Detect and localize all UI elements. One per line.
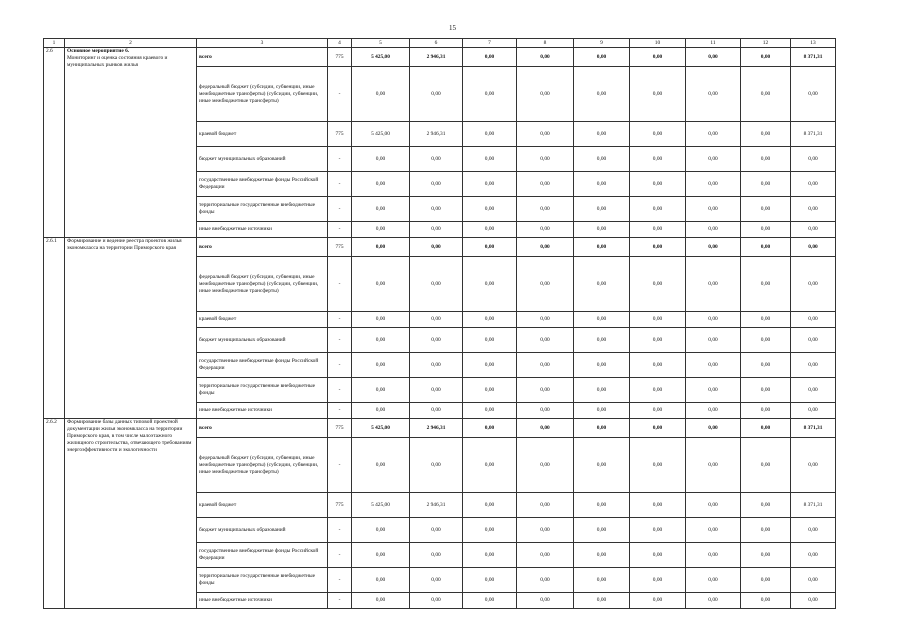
amount-cell: 0,00	[630, 518, 686, 543]
item-code: 2.6	[44, 48, 65, 238]
amount-cell: 0,00	[517, 122, 574, 147]
amount-cell: 0,00	[791, 147, 836, 172]
amount-cell: 0,00	[410, 378, 463, 403]
column-header: 3	[197, 39, 328, 48]
funding-source: территориальные государственные внебюджетные фонды	[197, 197, 328, 222]
amount-cell: 0,00	[630, 353, 686, 378]
funding-source: бюджет муниципальных образований	[197, 147, 328, 172]
amount-cell: 0,00	[517, 312, 574, 328]
amount-cell: 0,00	[352, 438, 410, 493]
amount-cell: 0,00	[630, 493, 686, 518]
amount-cell: 0,00	[630, 328, 686, 353]
item-code: 2.6.1	[44, 238, 65, 419]
amount-cell: 0,00	[686, 147, 741, 172]
amount-cell: 0,00	[791, 403, 836, 419]
funding-source: бюджет муниципальных образований	[197, 328, 328, 353]
amount-cell: 0,00	[517, 568, 574, 593]
amount-cell: 0,00	[463, 147, 517, 172]
amount-cell: 0,00	[574, 222, 630, 238]
funding-source: краевой бюджет	[197, 122, 328, 147]
grbs-code-cell: 775	[328, 238, 352, 257]
funding-source: иные внебюджетные источники	[197, 403, 328, 419]
grbs-code-cell: 775	[328, 493, 352, 518]
amount-cell: 0,00	[517, 48, 574, 67]
amount-cell: 0,00	[741, 518, 791, 543]
amount-cell: 0,00	[463, 67, 517, 122]
column-header: 6	[410, 39, 463, 48]
amount-cell: 0,00	[574, 328, 630, 353]
amount-cell: 0,00	[791, 257, 836, 312]
amount-cell: 0,00	[463, 438, 517, 493]
grbs-code-cell: -	[328, 353, 352, 378]
funding-source: федеральный бюджет (субсидии, субвенции, иные межбюджетные трансферты) (субсидии, субвенции, иные межбюджетные трансферты)	[197, 257, 328, 312]
amount-cell: 8 371,31	[791, 419, 836, 438]
funding-source: иные внебюджетные источники	[197, 222, 328, 238]
amount-cell: 0,00	[630, 378, 686, 403]
amount-cell: 0,00	[517, 518, 574, 543]
amount-cell: 0,00	[574, 312, 630, 328]
amount-cell: 0,00	[630, 568, 686, 593]
amount-cell: 0,00	[686, 353, 741, 378]
column-header: 8	[517, 39, 574, 48]
amount-cell: 0,00	[574, 568, 630, 593]
amount-cell: 0,00	[791, 378, 836, 403]
amount-cell: 0,00	[630, 197, 686, 222]
funding-source: всего	[197, 48, 328, 67]
amount-cell: 0,00	[686, 568, 741, 593]
amount-cell: 0,00	[791, 328, 836, 353]
amount-cell: 0,00	[574, 378, 630, 403]
amount-cell: 0,00	[686, 403, 741, 419]
amount-cell: 2 946,31	[410, 48, 463, 67]
amount-cell: 0,00	[517, 438, 574, 493]
amount-cell: 0,00	[741, 419, 791, 438]
amount-cell: 0,00	[574, 438, 630, 493]
grbs-code-cell: -	[328, 378, 352, 403]
amount-cell: 0,00	[686, 257, 741, 312]
amount-cell: 0,00	[741, 147, 791, 172]
amount-cell: 0,00	[517, 257, 574, 312]
item-description: Формирование и ведение реестра проектов жилья экономкласса на территории Приморского края	[67, 238, 182, 251]
amount-cell: 0,00	[791, 518, 836, 543]
amount-cell: 0,00	[574, 493, 630, 518]
item-description: Формирование базы данных типовой проектной документации жилья экономкласса на территории Приморского края, в том числе малоэтажного жилищного строительства, отвечающего требованиям энергоэффективности и экологичности	[67, 419, 192, 453]
amount-cell: 0,00	[630, 593, 686, 609]
amount-cell: 0,00	[574, 593, 630, 609]
grbs-code-cell: -	[328, 67, 352, 122]
column-header: 7	[463, 39, 517, 48]
amount-cell: 0,00	[410, 438, 463, 493]
amount-cell: 5 425,00	[352, 419, 410, 438]
amount-cell: 0,00	[630, 48, 686, 67]
amount-cell: 0,00	[463, 518, 517, 543]
amount-cell: 0,00	[517, 593, 574, 609]
amount-cell: 0,00	[517, 353, 574, 378]
column-header: 9	[574, 39, 630, 48]
funding-source: бюджет муниципальных образований	[197, 518, 328, 543]
amount-cell: 0,00	[463, 172, 517, 197]
amount-cell: 0,00	[686, 518, 741, 543]
column-header: 13	[791, 39, 836, 48]
amount-cell: 0,00	[741, 353, 791, 378]
amount-cell: 0,00	[463, 312, 517, 328]
amount-cell: 0,00	[352, 403, 410, 419]
amount-cell: 0,00	[517, 543, 574, 568]
amount-cell: 0,00	[791, 222, 836, 238]
amount-cell: 0,00	[410, 257, 463, 312]
amount-cell: 0,00	[517, 419, 574, 438]
amount-cell: 0,00	[517, 328, 574, 353]
amount-cell: 0,00	[352, 353, 410, 378]
amount-cell: 0,00	[352, 568, 410, 593]
funding-source: краевой бюджет	[197, 493, 328, 518]
amount-cell: 0,00	[741, 257, 791, 312]
amount-cell: 0,00	[741, 48, 791, 67]
amount-cell: 0,00	[410, 328, 463, 353]
amount-cell: 0,00	[791, 67, 836, 122]
item-description: Мониторинг и оценка состояния краевого и муниципальных рынков жилья	[67, 55, 168, 68]
amount-cell: 0,00	[686, 122, 741, 147]
amount-cell: 0,00	[463, 493, 517, 518]
amount-cell: 0,00	[630, 222, 686, 238]
amount-cell: 0,00	[463, 122, 517, 147]
amount-cell: 5 425,00	[352, 493, 410, 518]
amount-cell: 0,00	[352, 518, 410, 543]
amount-cell: 0,00	[630, 238, 686, 257]
table-row	[44, 238, 836, 257]
grbs-code-cell: -	[328, 518, 352, 543]
item-title: Основное мероприятие 6.	[67, 48, 130, 54]
item-name	[65, 48, 197, 238]
amount-cell: 0,00	[517, 403, 574, 419]
amount-cell: 0,00	[463, 543, 517, 568]
amount-cell: 0,00	[410, 172, 463, 197]
amount-cell: 2 946,31	[410, 419, 463, 438]
column-header: 10	[630, 39, 686, 48]
amount-cell: 0,00	[630, 438, 686, 493]
amount-cell: 0,00	[686, 419, 741, 438]
amount-cell: 0,00	[630, 67, 686, 122]
column-number-row	[44, 39, 836, 48]
amount-cell: 0,00	[630, 257, 686, 312]
amount-cell: 0,00	[630, 543, 686, 568]
column-header: 2	[65, 39, 197, 48]
amount-cell: 0,00	[630, 172, 686, 197]
amount-cell: 0,00	[791, 593, 836, 609]
amount-cell: 0,00	[463, 353, 517, 378]
amount-cell: 0,00	[517, 147, 574, 172]
amount-cell: 0,00	[352, 328, 410, 353]
amount-cell: 0,00	[463, 328, 517, 353]
column-header: 5	[352, 39, 410, 48]
grbs-code-cell: -	[328, 328, 352, 353]
table-row	[44, 48, 836, 67]
amount-cell: 0,00	[686, 222, 741, 238]
grbs-code-cell: -	[328, 593, 352, 609]
amount-cell: 0,00	[352, 257, 410, 312]
amount-cell: 0,00	[791, 197, 836, 222]
amount-cell: 0,00	[630, 419, 686, 438]
amount-cell: 0,00	[686, 67, 741, 122]
amount-cell: 0,00	[574, 419, 630, 438]
amount-cell: 0,00	[574, 197, 630, 222]
amount-cell: 0,00	[574, 238, 630, 257]
amount-cell: 0,00	[352, 197, 410, 222]
amount-cell: 0,00	[741, 403, 791, 419]
amount-cell: 0,00	[630, 403, 686, 419]
funding-source: всего	[197, 419, 328, 438]
amount-cell: 0,00	[741, 197, 791, 222]
amount-cell: 0,00	[791, 438, 836, 493]
amount-cell: 0,00	[352, 222, 410, 238]
grbs-code-cell: 775	[328, 48, 352, 67]
column-header: 11	[686, 39, 741, 48]
amount-cell: 0,00	[741, 493, 791, 518]
amount-cell: 0,00	[686, 312, 741, 328]
amount-cell: 0,00	[463, 378, 517, 403]
amount-cell: 0,00	[410, 312, 463, 328]
amount-cell: 2 946,31	[410, 493, 463, 518]
amount-cell: 0,00	[791, 543, 836, 568]
amount-cell: 0,00	[410, 353, 463, 378]
item-code: 2.6.2	[44, 419, 65, 609]
column-header: 4	[328, 39, 352, 48]
item-name	[65, 419, 197, 609]
amount-cell: 0,00	[352, 147, 410, 172]
amount-cell: 0,00	[352, 67, 410, 122]
amount-cell: 0,00	[410, 568, 463, 593]
amount-cell: 0,00	[791, 353, 836, 378]
amount-cell: 0,00	[686, 197, 741, 222]
amount-cell: 0,00	[686, 172, 741, 197]
amount-cell: 0,00	[741, 568, 791, 593]
amount-cell: 0,00	[574, 543, 630, 568]
amount-cell: 0,00	[410, 222, 463, 238]
grbs-code-cell: -	[328, 172, 352, 197]
amount-cell: 0,00	[463, 403, 517, 419]
amount-cell: 0,00	[686, 378, 741, 403]
amount-cell: 0,00	[410, 67, 463, 122]
funding-source: федеральный бюджет (субсидии, субвенции, иные межбюджетные трансферты) (субсидии, субвенции, иные межбюджетные трансферты)	[197, 67, 328, 122]
amount-cell: 0,00	[574, 48, 630, 67]
grbs-code-cell: -	[328, 197, 352, 222]
amount-cell: 0,00	[630, 147, 686, 172]
amount-cell: 0,00	[630, 122, 686, 147]
amount-cell: 0,00	[463, 568, 517, 593]
amount-cell: 0,00	[741, 222, 791, 238]
amount-cell: 0,00	[686, 238, 741, 257]
amount-cell: 0,00	[410, 518, 463, 543]
amount-cell: 0,00	[574, 518, 630, 543]
amount-cell: 0,00	[352, 238, 410, 257]
grbs-code-cell: -	[328, 222, 352, 238]
amount-cell: 0,00	[410, 403, 463, 419]
amount-cell: 0,00	[463, 419, 517, 438]
table-row	[44, 419, 836, 438]
page-number: 15	[449, 24, 456, 32]
grbs-code-cell: -	[328, 403, 352, 419]
amount-cell: 0,00	[517, 67, 574, 122]
amount-cell: 0,00	[741, 172, 791, 197]
grbs-code-cell: 775	[328, 122, 352, 147]
amount-cell: 0,00	[410, 197, 463, 222]
amount-cell: 0,00	[410, 147, 463, 172]
amount-cell: 5 425,00	[352, 122, 410, 147]
amount-cell: 0,00	[686, 48, 741, 67]
amount-cell: 0,00	[741, 593, 791, 609]
amount-cell: 0,00	[741, 378, 791, 403]
funding-source: государственные внебюджетные фонды Российской Федерации	[197, 172, 328, 197]
funding-source: иные внебюджетные источники	[197, 593, 328, 609]
amount-cell: 0,00	[352, 593, 410, 609]
amount-cell: 0,00	[410, 593, 463, 609]
funding-source: территориальные государственные внебюджетные фонды	[197, 568, 328, 593]
amount-cell: 0,00	[741, 438, 791, 493]
funding-source: государственные внебюджетные фонды Российской Федерации	[197, 543, 328, 568]
amount-cell: 0,00	[517, 378, 574, 403]
amount-cell: 0,00	[574, 147, 630, 172]
amount-cell: 8 371,31	[791, 493, 836, 518]
amount-cell: 0,00	[574, 67, 630, 122]
amount-cell: 0,00	[352, 378, 410, 403]
amount-cell: 8 371,31	[791, 48, 836, 67]
amount-cell: 0,00	[517, 493, 574, 518]
amount-cell: 0,00	[352, 172, 410, 197]
amount-cell: 0,00	[463, 222, 517, 238]
amount-cell: 5 425,00	[352, 48, 410, 67]
amount-cell: 0,00	[574, 353, 630, 378]
grbs-code-cell: 775	[328, 419, 352, 438]
amount-cell: 0,00	[686, 593, 741, 609]
budget-table	[43, 38, 836, 609]
amount-cell: 0,00	[574, 122, 630, 147]
table-body	[44, 39, 836, 609]
amount-cell: 0,00	[791, 312, 836, 328]
amount-cell: 0,00	[517, 238, 574, 257]
funding-source: всего	[197, 238, 328, 257]
amount-cell: 0,00	[410, 543, 463, 568]
amount-cell: 0,00	[517, 222, 574, 238]
amount-cell: 0,00	[791, 568, 836, 593]
funding-source: краевой бюджет	[197, 312, 328, 328]
grbs-code-cell: -	[328, 568, 352, 593]
amount-cell: 0,00	[741, 238, 791, 257]
funding-source: территориальные государственные внебюджетные фонды	[197, 378, 328, 403]
grbs-code-cell: -	[328, 147, 352, 172]
funding-source: государственные внебюджетные фонды Российской Федерации	[197, 353, 328, 378]
grbs-code-cell: -	[328, 543, 352, 568]
amount-cell: 0,00	[686, 328, 741, 353]
grbs-code-cell: -	[328, 438, 352, 493]
amount-cell: 0,00	[410, 238, 463, 257]
amount-cell: 0,00	[463, 197, 517, 222]
amount-cell: 0,00	[352, 312, 410, 328]
amount-cell: 0,00	[517, 197, 574, 222]
amount-cell: 0,00	[791, 172, 836, 197]
amount-cell: 8 371,31	[791, 122, 836, 147]
grbs-code-cell: -	[328, 257, 352, 312]
amount-cell: 0,00	[741, 67, 791, 122]
column-header: 1	[44, 39, 65, 48]
column-header: 12	[741, 39, 791, 48]
amount-cell: 0,00	[574, 172, 630, 197]
amount-cell: 0,00	[352, 543, 410, 568]
amount-cell: 0,00	[686, 543, 741, 568]
amount-cell: 0,00	[574, 257, 630, 312]
amount-cell: 0,00	[517, 172, 574, 197]
grbs-code-cell: -	[328, 312, 352, 328]
amount-cell: 0,00	[791, 238, 836, 257]
amount-cell: 0,00	[686, 493, 741, 518]
amount-cell: 0,00	[463, 593, 517, 609]
amount-cell: 0,00	[741, 543, 791, 568]
funding-source: федеральный бюджет (субсидии, субвенции, иные межбюджетные трансферты) (субсидии, субвенции, иные межбюджетные трансферты)	[197, 438, 328, 493]
amount-cell: 0,00	[630, 312, 686, 328]
amount-cell: 0,00	[463, 48, 517, 67]
amount-cell: 0,00	[574, 403, 630, 419]
amount-cell: 0,00	[686, 438, 741, 493]
amount-cell: 0,00	[741, 328, 791, 353]
amount-cell: 2 946,31	[410, 122, 463, 147]
amount-cell: 0,00	[741, 122, 791, 147]
amount-cell: 0,00	[463, 238, 517, 257]
item-name	[65, 238, 197, 419]
amount-cell: 0,00	[463, 257, 517, 312]
amount-cell: 0,00	[741, 312, 791, 328]
